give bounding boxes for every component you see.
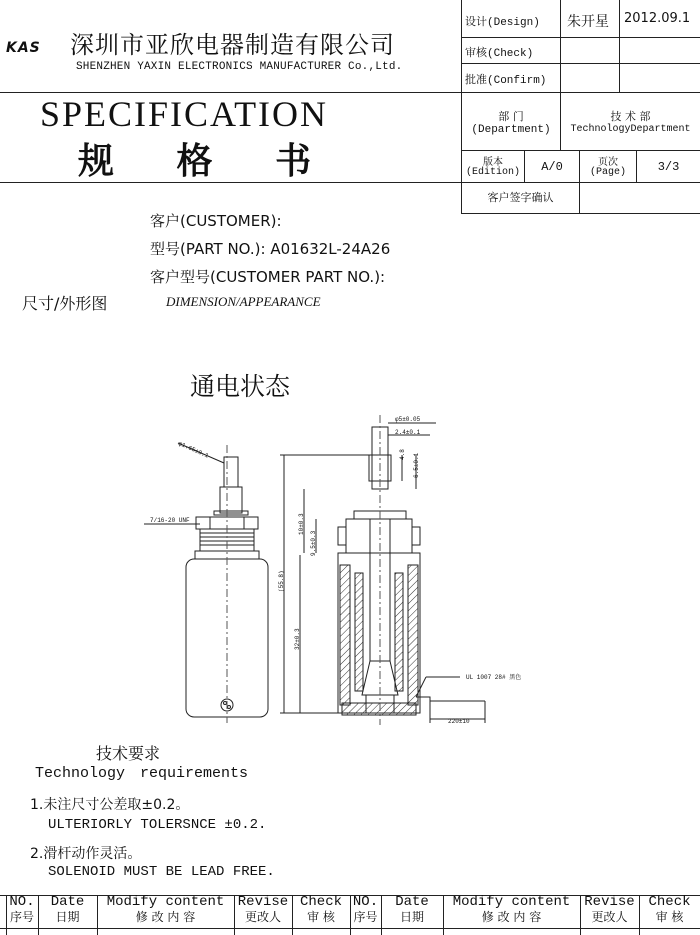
page-label-cn: 页次 — [598, 157, 618, 168]
revision-header-cn: 修 改 内 容 — [481, 910, 542, 924]
state-title: 通电状态 — [190, 372, 291, 401]
page-label-en: (Page) — [589, 167, 626, 178]
revision-header-cn: 修 改 内 容 — [135, 910, 196, 924]
grid-line — [461, 63, 700, 64]
grid-line — [461, 213, 700, 214]
part-no-field: 型号(PART NO.): A01632L-24A26 — [150, 240, 391, 258]
revision-header-cn: 日期 — [399, 910, 424, 924]
dim-10: 10±0.3 — [298, 513, 305, 535]
header-right-border — [461, 0, 462, 213]
design-label: 设计(Design) — [465, 17, 540, 29]
dim-4-8: 4.8 — [399, 449, 406, 460]
revision-header-en: Modify content — [106, 894, 225, 910]
department-label-cn: 部 门 — [498, 110, 524, 123]
edition-value: A/0 — [541, 160, 563, 174]
requirement-1-cn: 1.未注尺寸公差取±0.2。 — [30, 797, 190, 813]
page-value: 3/3 — [657, 160, 680, 174]
exterior-view — [144, 443, 268, 723]
requirements-title-en: Technology requirements — [35, 765, 249, 782]
revision-header-en: Date — [50, 894, 85, 910]
grid-line — [619, 0, 620, 92]
department-label-en: (Department) — [471, 124, 551, 136]
dim-9-5: 9.5±0.3 — [310, 530, 317, 556]
revision-header-cn: 日期 — [55, 910, 80, 924]
spec-title-en: SPECIFICATION — [40, 94, 329, 134]
revision-header-cn: 审 核 — [655, 910, 684, 924]
revision-header-cn: 序号 — [9, 910, 34, 924]
company-logo: KAS — [6, 40, 41, 56]
customer-sign-label: 客户签字确认 — [487, 191, 554, 204]
customer-part-no-field: 客户型号(CUSTOMER PART NO.): — [150, 268, 386, 286]
revision-header-cn: 审 核 — [307, 910, 335, 924]
designer-name: 朱开星 — [567, 14, 609, 30]
revision-header-en: Modify content — [452, 894, 571, 910]
revision-header-cn: 更改人 — [591, 910, 628, 924]
dim-total: (55.8) — [278, 570, 285, 592]
revision-header-cn: 序号 — [353, 910, 378, 924]
wire-label: UL 1007 28# 黑色 — [466, 674, 522, 681]
revision-header-en: Check — [299, 894, 342, 910]
spec-title-cn: 规 格 书 — [78, 141, 318, 182]
revision-header-en: NO. — [352, 894, 379, 910]
revision-header-en: Date — [395, 894, 429, 910]
edition-label-en: (Edition) — [465, 167, 520, 178]
revision-header-en: Revise — [237, 894, 289, 910]
department-value-cn: 技 术 部 — [610, 110, 651, 123]
section-view — [280, 415, 485, 725]
design-date: 2012.09.1 — [624, 11, 691, 26]
company-name-en: SHENZHEN YAXIN ELECTRONICS MANUFACTURER Co.,Ltd. — [76, 61, 403, 73]
dim-diameter-top: φ5±0.05 — [395, 416, 421, 423]
solenoid-drawing — [140, 405, 500, 735]
grid-line — [560, 0, 561, 92]
revision-header-en: NO. — [9, 894, 35, 910]
grid-line — [461, 37, 700, 38]
requirement-2-en: SOLENOID MUST BE LEAD FREE. — [48, 864, 275, 880]
department-value-en: TechnologyDepartment — [570, 124, 691, 135]
requirement-1-en: ULTERIORLY TOLERSNCE ±0.2. — [48, 817, 267, 833]
company-name-cn: 深圳市亚欣电器制造有限公司 — [70, 31, 395, 59]
revision-header-cn: 更改人 — [244, 910, 281, 924]
requirements-title-cn: 技术要求 — [96, 744, 161, 763]
confirm-label: 批准(Confirm) — [465, 75, 547, 87]
dimension-label-en: DIMENSION/APPEARANCE — [166, 294, 321, 309]
grid-line — [461, 150, 700, 151]
revision-header-en: Revise — [584, 894, 635, 910]
dim-6-5: 6.5±0.1 — [413, 452, 420, 478]
requirement-2-cn: 2.滑杆动作灵活。 — [30, 846, 142, 862]
dim-32: 32±0.3 — [294, 628, 301, 650]
check-label: 审核(Check) — [465, 48, 534, 60]
wire-length: 220±10 — [448, 718, 470, 725]
dim-diameter-left: φ1.65±0.1 — [177, 440, 210, 460]
dim-flat: 2.4±0.1 — [395, 429, 421, 436]
revision-header-en: Check — [648, 894, 691, 910]
dimension-label-cn: 尺寸/外形图 — [22, 294, 108, 313]
edition-label-cn: 版本 — [483, 157, 503, 168]
customer-field: 客户(CUSTOMER): — [150, 212, 282, 230]
dim-thread: 7/16-20 UNF — [150, 517, 190, 524]
